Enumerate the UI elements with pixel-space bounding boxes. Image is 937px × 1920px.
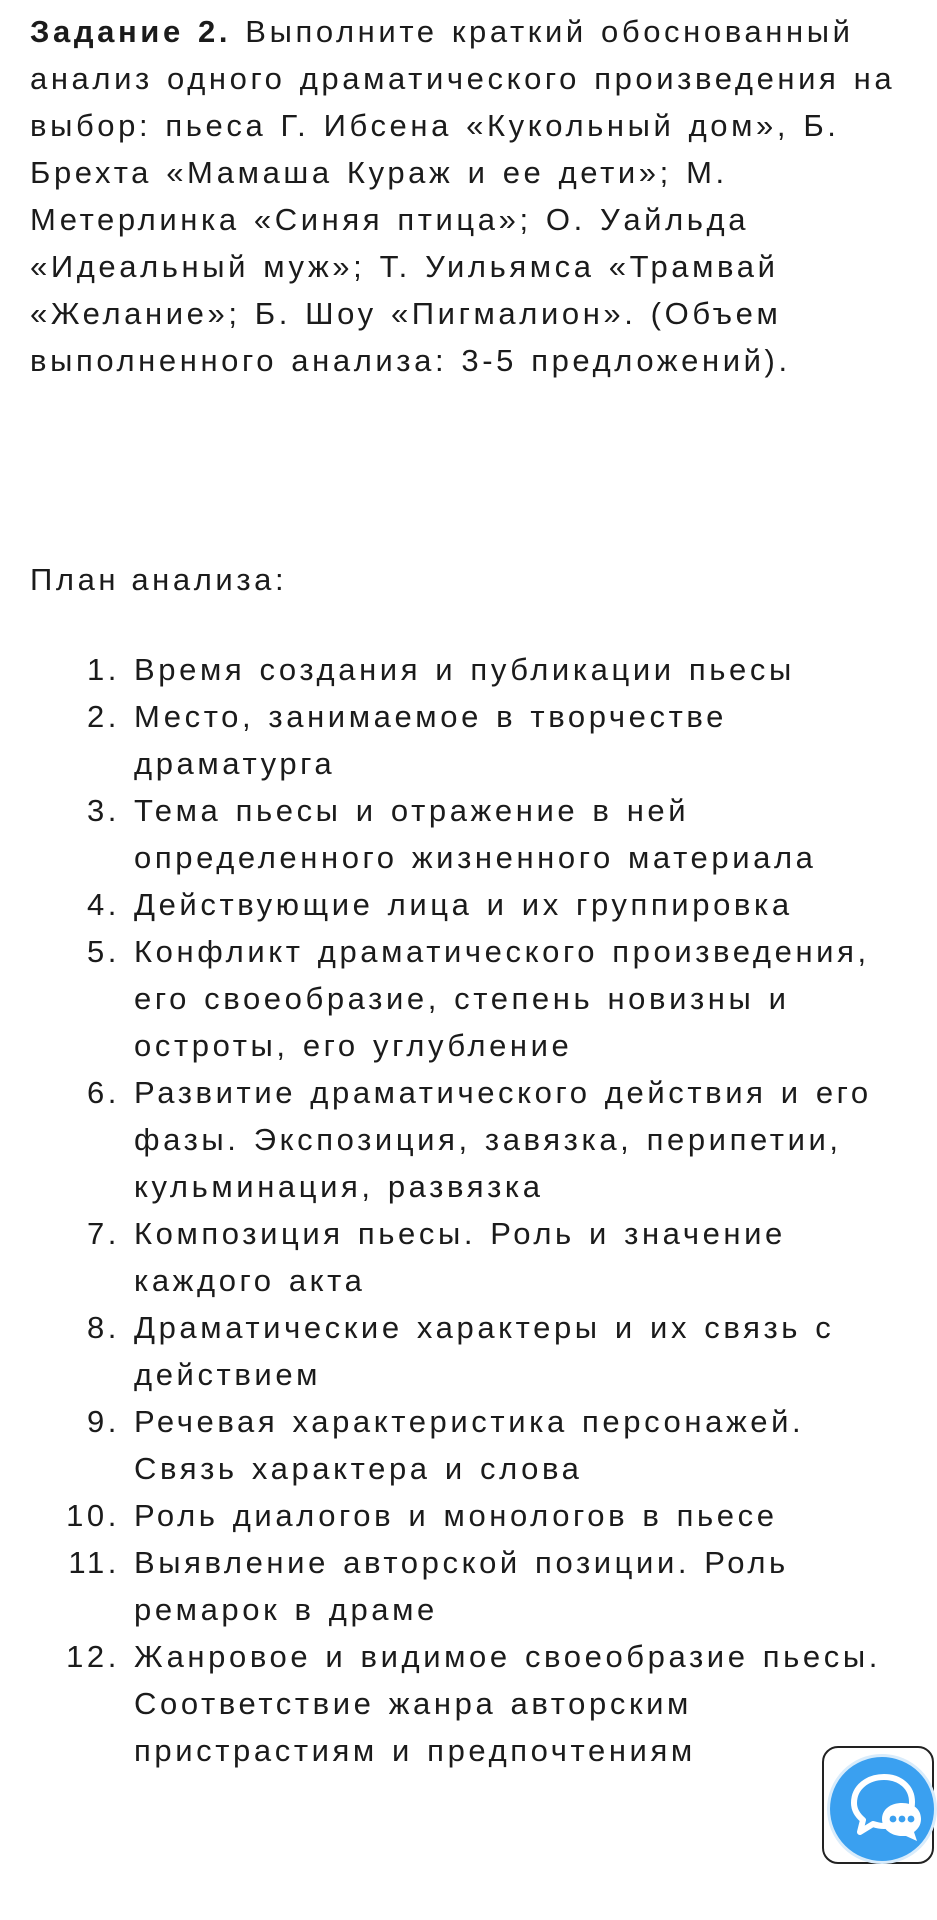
plan-item <box>30 646 910 693</box>
task-label: Задание 2. <box>30 14 232 49</box>
chat-bubbles-icon <box>840 1769 924 1849</box>
plan-item <box>30 1069 910 1210</box>
chat-widget-button[interactable] <box>822 1746 934 1864</box>
assignment-content <box>30 8 910 1768</box>
plan-item-number: 5. <box>86 934 120 969</box>
plan-item <box>30 881 910 928</box>
plan-item-number: 12. <box>66 1639 120 1674</box>
plan-item-text: Драматические характеры и их связь с действием <box>134 1310 835 1392</box>
plan-item-text: Выявление авторской позиции. Роль ремарок в драме <box>134 1545 789 1627</box>
plan-item-number: 6. <box>86 1075 120 1110</box>
plan-item-number: 3. <box>86 793 120 828</box>
plan-item-number: 9. <box>86 1404 120 1439</box>
plan-item-text: Тема пьесы и отражение в ней определенного жизненного материала <box>134 793 817 875</box>
plan-item-text: Действующие лица и их группировка <box>134 887 793 922</box>
plan-item-text: Композиция пьесы. Роль и значение каждого акта <box>134 1216 786 1298</box>
plan-item-number: 7. <box>86 1216 120 1251</box>
plan-item <box>30 1633 910 1774</box>
plan-item <box>30 787 910 881</box>
plan-item-number: 10. <box>66 1498 120 1533</box>
plan-item <box>30 1539 910 1633</box>
task-paragraph <box>30 8 910 384</box>
plan-item-text: Конфликт драматического произведения, его своеобразие, степень новизны и остроты, его углубление <box>134 934 870 1063</box>
chat-widget-circle[interactable] <box>830 1757 934 1861</box>
plan-item <box>30 693 910 787</box>
plan-item <box>30 1304 910 1398</box>
plan-item <box>30 1398 910 1492</box>
plan-item <box>30 1492 910 1539</box>
plan-item-text: Жанровое и видимое своеобразие пьесы. Соответствие жанра авторским пристрастиям и предпочтениям <box>134 1639 881 1768</box>
plan-list <box>30 646 910 1774</box>
plan-item-number: 1. <box>86 652 120 687</box>
plan-item-text: Роль диалогов и монологов в пьесе <box>134 1498 778 1533</box>
plan-item-text: Развитие драматического действия и его фазы. Экспозиция, завязка, перипетии, кульминация, развязка <box>134 1075 872 1204</box>
plan-item-text: Речевая характеристика персонажей. Связь характера и слова <box>134 1404 805 1486</box>
plan-item <box>30 1210 910 1304</box>
task-text: Выполните краткий обоснованный анализ одного драматического произведения на выбор: пьеса Г. Ибсена «Кукольный дом», Б. Брехта «Мамаша Кураж и ее дети»; М. Метерлинка «Синяя птица»; О. Уайльда «Идеальный муж»; Т. Уильямса «Трамвай «Желание»; Б. Шоу «Пигмалион». (Объем выполненного анализа: 3-5 предложений). <box>30 14 896 378</box>
plan-item-number: 4. <box>86 887 120 922</box>
plan-item <box>30 928 910 1069</box>
plan-heading: План анализа: <box>30 562 288 597</box>
plan-item-number: 11. <box>68 1545 120 1580</box>
plan-item-number: 8. <box>86 1310 120 1345</box>
plan-item-text: Время создания и публикации пьесы <box>134 652 795 687</box>
plan-item-text: Место, занимаемое в творчестве драматурга <box>134 699 727 781</box>
plan-item-number: 2. <box>86 699 120 734</box>
